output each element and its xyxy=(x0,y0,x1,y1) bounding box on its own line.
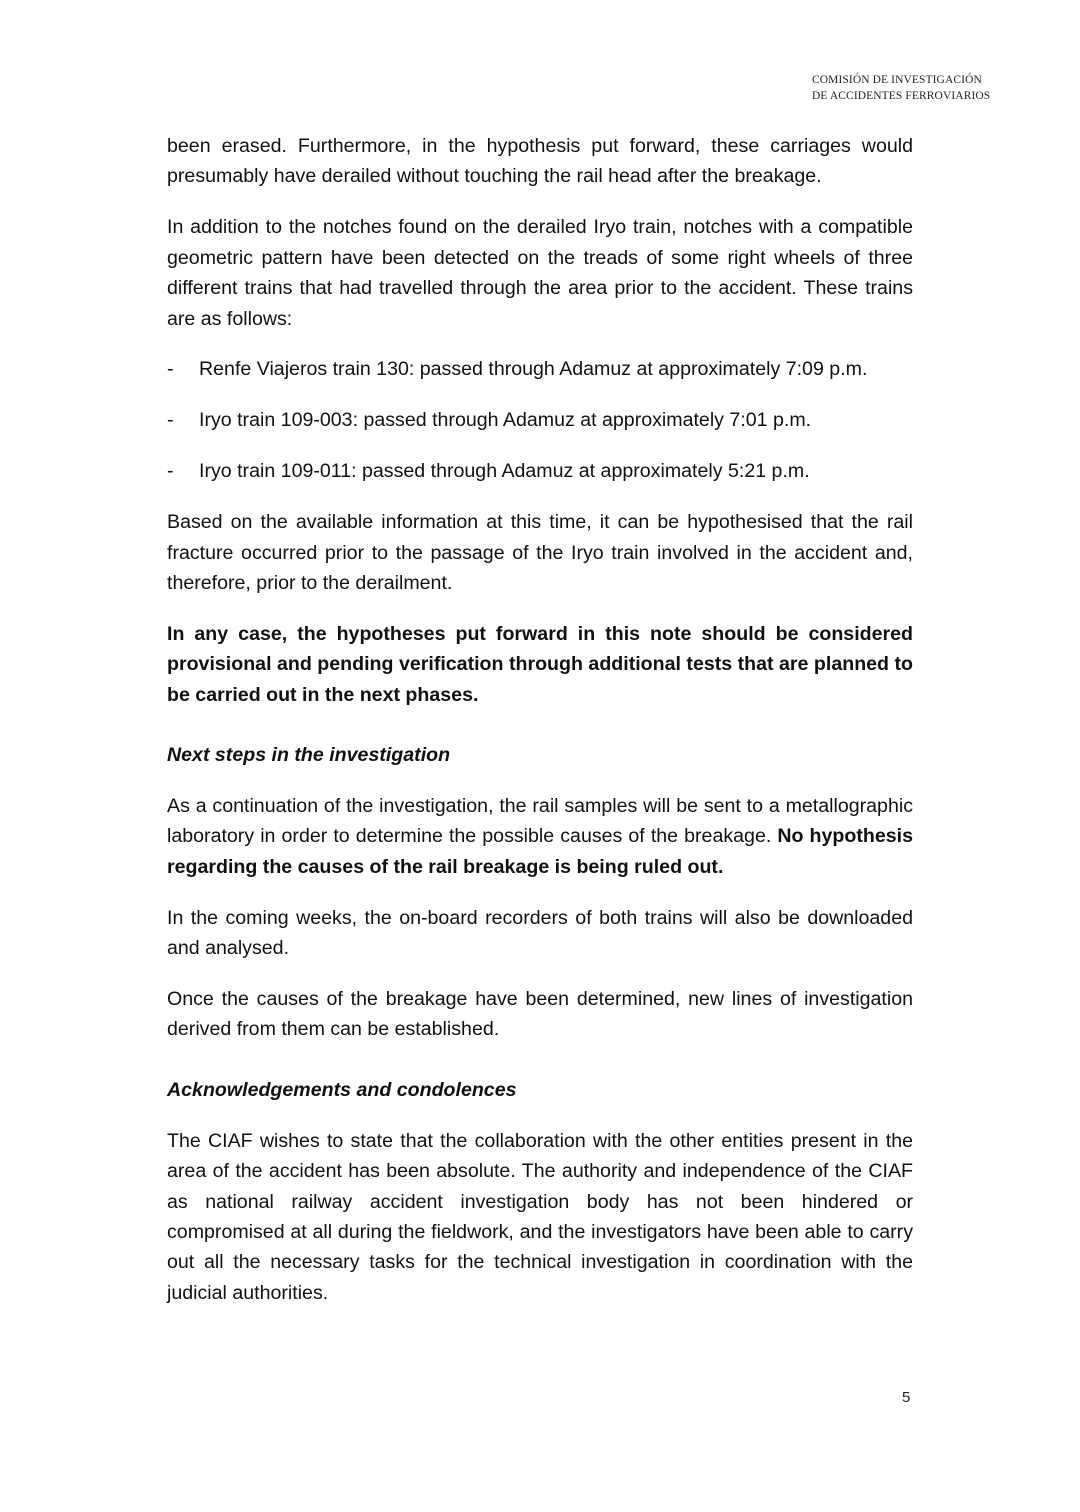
bold-paragraph: In any case, the hypotheses put forward in this note should be considered provisional and pending verification through additional tests that are planned to be carried out in the next phases. xyxy=(167,622,913,706)
paragraph: In the coming weeks, the on-board recorders of both trains will also be downloaded and analysed. xyxy=(167,906,913,960)
list-item xyxy=(167,405,913,435)
paragraph xyxy=(167,791,913,882)
list-item-text: Iryo train 109-003: passed through Adamuz at approximately 7:01 p.m. xyxy=(199,409,812,432)
paragraph-bold-text: No hypothesis regarding the causes of the rail breakage is being ruled out. xyxy=(167,825,913,878)
list-item-text: Iryo train 109-011: passed through Adamuz at approximately 5:21 p.m. xyxy=(199,460,810,483)
paragraph-text: As a continuation of the investigation, the rail samples will be sent to a metallographic laboratory in order to determine the possible causes of the breakage. xyxy=(167,795,913,848)
paragraph: Based on the available information at this time, it can be hypothesised that the rail fracture occurred prior to the passage of the Iryo train involved in the accident and, therefore, prior to the derailment. xyxy=(167,511,913,594)
list-marker: - xyxy=(167,460,174,483)
list-marker: - xyxy=(167,409,174,432)
list-item xyxy=(167,456,913,486)
list-marker: - xyxy=(167,358,174,381)
paragraph: The CIAF wishes to state that the collaboration with the other entities present in the area of the accident has been absolute. The authority and independence of the CIAF as national railway accident investigation body has not been hindered or compromised at all during the fieldwork, and the investigators have been able to carry out all the necessary tasks for the technical investigation in coordination with the judicial authorities. xyxy=(167,1129,913,1304)
paragraph: been erased. Furthermore, in the hypothesis put forward, these carriages would presumably have derailed without touching the rail head after the breakage. xyxy=(167,135,913,188)
header-line-2: DE ACCIDENTES FERROVIARIOS xyxy=(812,90,991,102)
section-heading: Acknowledgements and condolences xyxy=(167,1078,517,1101)
paragraph: In addition to the notches found on the derailed Iryo train, notches with a compatible geometric pattern have been detected on the treads of some right wheels of three different trains that had travelled through the area prior to the accident. These trains are as follows: xyxy=(167,216,913,330)
header-line-1: COMISIÓN DE INVESTIGACIÓN xyxy=(812,74,982,86)
list-item xyxy=(167,354,913,384)
page-header xyxy=(812,72,990,104)
section-heading: Next steps in the investigation xyxy=(167,744,451,767)
page-number: 5 xyxy=(902,1389,911,1406)
list-item-text: Renfe Viajeros train 130: passed through Adamuz at approximately 7:09 p.m. xyxy=(199,358,868,381)
document-body xyxy=(167,131,913,1329)
paragraph: Once the causes of the breakage have been determined, new lines of investigation derived from them can be established. xyxy=(167,988,913,1041)
